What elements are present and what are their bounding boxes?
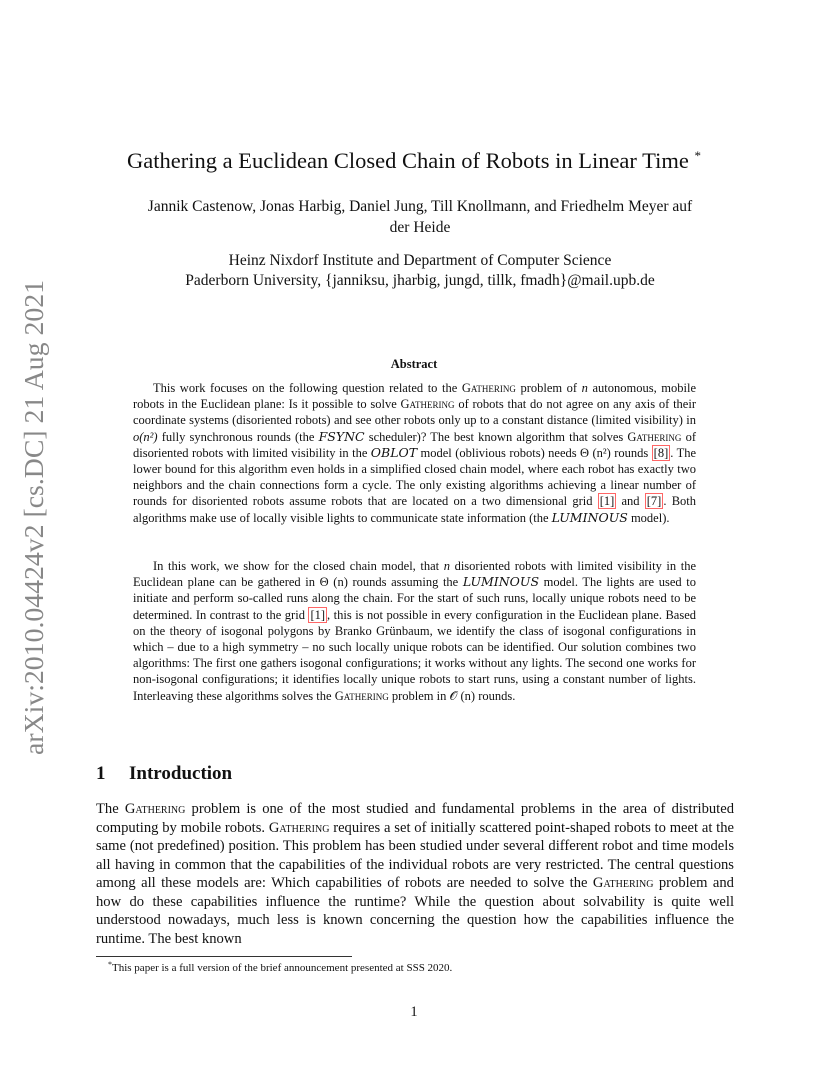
math-n: n	[581, 381, 588, 395]
gathering-term: Gathering	[592, 875, 654, 891]
title-footnote-mark: *	[694, 148, 701, 163]
text-run: scheduler)? The best known algorithm that solves	[364, 429, 628, 444]
paper-title	[0, 148, 828, 174]
citation-link[interactable]: [1]	[310, 607, 326, 622]
text-run: and	[616, 494, 645, 509]
oblot-term: OBLOT	[370, 444, 418, 460]
affiliation-line-2: Paderborn University, {janniksu, jharbig, jungd, tillk, fmadh}@mail.upb.de	[185, 272, 655, 289]
text-run: disoriented robots with limited visibility in the Euclidean plane can be gathered in	[133, 559, 697, 590]
citation-link[interactable]: [8]	[653, 445, 669, 460]
section-title: Introduction	[129, 763, 233, 784]
title-text: Gathering a Euclidean Closed Chain of Robots in Linear Time	[127, 148, 689, 173]
text-run: fully synchronous rounds (the	[157, 429, 319, 444]
text-run: rounds assuming the	[347, 575, 463, 590]
text-run: The	[96, 801, 125, 817]
text-run: problem of	[515, 381, 582, 395]
luminous-term: LUMINOUS	[462, 574, 540, 590]
abstract-heading: Abstract	[390, 357, 438, 371]
text-run: In this work, we show for the closed chain model, that	[153, 559, 444, 573]
abstract-paragraph-2	[133, 558, 696, 704]
text-run: model).	[627, 510, 670, 525]
citation-link[interactable]: [7]	[646, 494, 662, 509]
text-run: model (oblivious robots) needs	[417, 445, 581, 460]
authors-line-2: der Heide	[389, 219, 451, 236]
text-run: problem is one of the most studied and fundamental problems in the area of distributed computing by mobile robots.	[96, 801, 734, 836]
text-run: rounds.	[475, 688, 516, 703]
math-big-o-n: 𝒪 (n)	[449, 688, 476, 703]
abstract-paragraph-1	[133, 380, 696, 526]
footnote-rule	[96, 956, 352, 957]
section-number: 1	[96, 763, 106, 784]
footnote	[108, 960, 452, 974]
math-theta-n: Θ (n)	[319, 575, 348, 590]
luminous-term: LUMINOUS	[551, 509, 628, 525]
gathering-term: Gathering	[334, 688, 389, 703]
text-run: , this is not possible in every configuration in the Euclidean plane. Based on the theory of isogonal polygons by Branko Grünbaum, we identify the class of isogonal configurations in which – due to a high symmetry – no such locally unique robots can be identified. Our solution combines two algorithms: The first one gathers isogonal configurations; it works without any lights. The second one works for non-isogonal configurations; it identifies locally unique robots to start runs, using a constant number of lights. Interleaving these algorithms solves the	[133, 607, 696, 703]
gathering-term: Gathering	[268, 819, 330, 836]
text-run: requires a set of initially scattered point-shaped robots to meet at the same (not predefined) position. This problem has been studied under several different robot and time models all having in common that the capabilities of the individual robots are very restricted. The central questions among all these models are: Which capabilities of robots are needed to solve the	[96, 819, 735, 891]
math-theta-n2: Θ (n²)	[580, 445, 611, 460]
text-run: rounds	[610, 445, 652, 460]
gathering-term: Gathering	[400, 397, 455, 412]
text-run: model. The lights are used to initiate and perform so-called runs along the chain. For the start of such runs, locally unique robots need to be determined. In contrast to the grid	[133, 575, 696, 622]
page-number: 1	[410, 1004, 418, 1020]
fsync-term: FSYNC	[318, 428, 365, 444]
text-run: of disoriented robots with limited visibility in the	[133, 429, 697, 460]
text-run: . The lower bound for this algorithm even holds in a simplified closed chain model, where each robot has exactly two neighbors and the chain connections form a cycle. The only existing algorithms achieving a linear number of rounds for disoriented robots assume robots that are located on a two dimensional grid	[133, 445, 696, 509]
text-run: problem and how do these capabilities influence the runtime? While the question about solvability is quite well understood nowadays, much less is known concerning the question how the capabilities influence the runtime. The best known	[96, 875, 734, 947]
gathering-term: Gathering	[124, 801, 186, 817]
citation-link[interactable]: [1]	[599, 494, 615, 509]
text-run: of robots that do not agree on any axis of their coordinate systems (disoriented robots) and see other robots only up to a constant distance (limited visibility) in	[133, 397, 696, 428]
gathering-term: Gathering	[627, 429, 682, 444]
math-n: n	[443, 559, 450, 573]
text-run: autonomous, mobile robots in the Euclidean plane: Is it possible to solve	[133, 381, 696, 412]
text-run: problem in	[388, 688, 450, 703]
authors	[120, 196, 720, 238]
math-o-n2: o(n²)	[133, 429, 158, 444]
text-run: . Both algorithms make use of locally visible lights to communicate state information (the	[133, 494, 697, 525]
gathering-term: Gathering	[461, 381, 516, 395]
introduction-paragraph	[96, 800, 734, 948]
arxiv-stamp	[10, 250, 54, 790]
affiliation	[100, 251, 740, 291]
footnote-text: This paper is a full version of the brief announcement presented at SSS 2020.	[112, 962, 453, 974]
arxiv-stamp-text: arXiv:2010.04424v2 [cs.DC] 21 Aug 2021	[19, 293, 49, 755]
affiliation-line-1: Heinz Nixdorf Institute and Department of Computer Science	[228, 252, 612, 269]
text-run: This work focuses on the following question related to the	[153, 381, 462, 395]
authors-line-1: Jannik Castenow, Jonas Harbig, Daniel Jung, Till Knollmann, and Friedhelm Meyer auf	[147, 198, 693, 215]
section-heading	[96, 763, 232, 785]
footnote-mark: *	[108, 960, 112, 969]
